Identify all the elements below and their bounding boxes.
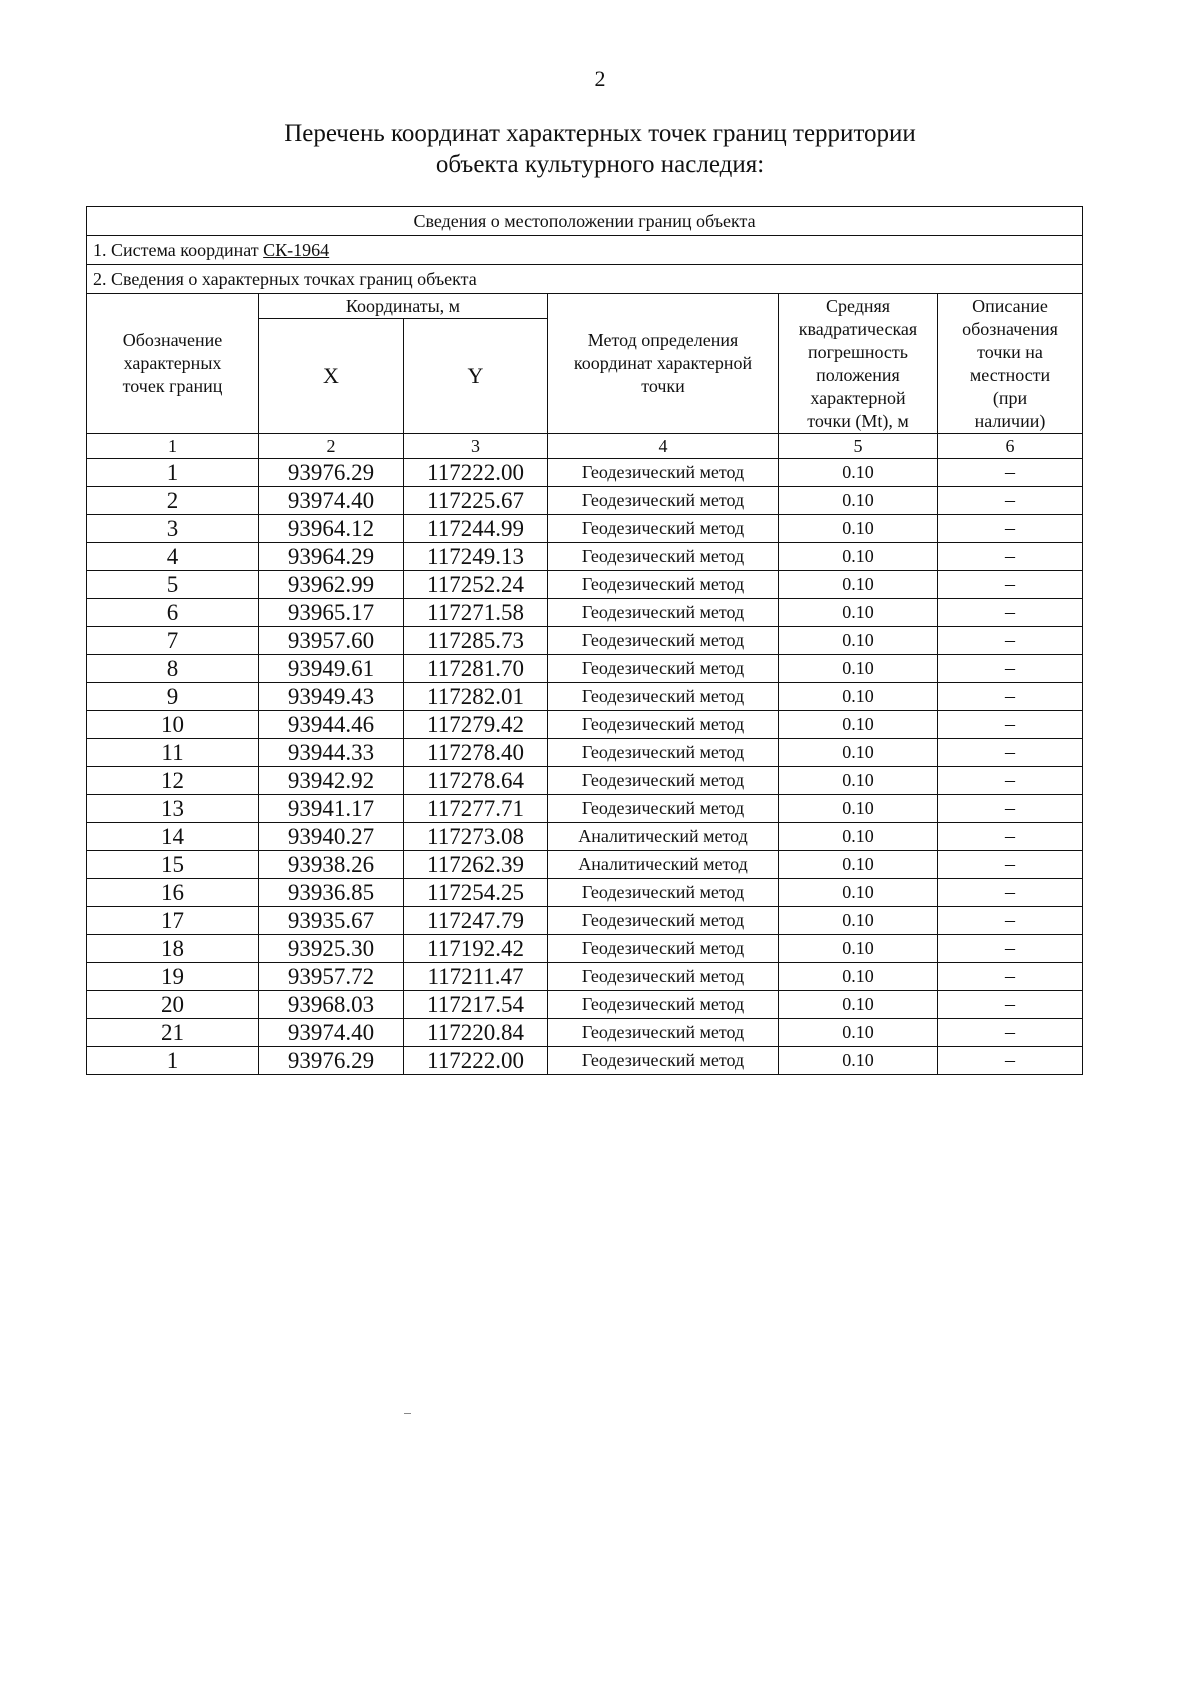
error-cell: 0.10 xyxy=(779,739,938,767)
y-coordinate-cell: 117225.67 xyxy=(404,487,548,515)
description-cell: – xyxy=(938,487,1083,515)
table-row xyxy=(87,907,1083,935)
header-designation: Обозначение характерных точек границ xyxy=(87,294,259,434)
description-cell: – xyxy=(938,711,1083,739)
error-cell: 0.10 xyxy=(779,795,938,823)
description-cell: – xyxy=(938,1019,1083,1047)
table-row xyxy=(87,683,1083,711)
y-coordinate-cell: 117211.47 xyxy=(404,963,548,991)
header-coordinates: Координаты, м xyxy=(259,294,548,319)
y-coordinate-cell: 117282.01 xyxy=(404,683,548,711)
method-cell: Геодезический метод xyxy=(548,487,779,515)
error-cell: 0.10 xyxy=(779,935,938,963)
table-row xyxy=(87,879,1083,907)
table-row xyxy=(87,823,1083,851)
column-number: 2 xyxy=(259,434,404,459)
table-row xyxy=(87,571,1083,599)
x-coordinate-cell: 93965.17 xyxy=(259,599,404,627)
point-number-cell: 7 xyxy=(87,627,259,655)
method-cell: Геодезический метод xyxy=(548,739,779,767)
description-cell: – xyxy=(938,823,1083,851)
x-coordinate-cell: 93944.33 xyxy=(259,739,404,767)
error-cell: 0.10 xyxy=(779,487,938,515)
point-number-cell: 1 xyxy=(87,1047,259,1075)
point-number-cell: 18 xyxy=(87,935,259,963)
x-coordinate-cell: 93976.29 xyxy=(259,1047,404,1075)
point-number-cell: 19 xyxy=(87,963,259,991)
point-number-cell: 6 xyxy=(87,599,259,627)
error-cell: 0.10 xyxy=(779,823,938,851)
y-coordinate-cell: 117247.79 xyxy=(404,907,548,935)
y-coordinate-cell: 117217.54 xyxy=(404,991,548,1019)
table-row xyxy=(87,711,1083,739)
description-cell: – xyxy=(938,599,1083,627)
description-cell: – xyxy=(938,879,1083,907)
table-row xyxy=(87,515,1083,543)
point-number-cell: 10 xyxy=(87,711,259,739)
y-coordinate-cell: 117220.84 xyxy=(404,1019,548,1047)
y-coordinate-cell: 117249.13 xyxy=(404,543,548,571)
error-cell: 0.10 xyxy=(779,571,938,599)
y-coordinate-cell: 117252.24 xyxy=(404,571,548,599)
method-cell: Геодезический метод xyxy=(548,991,779,1019)
point-number-cell: 1 xyxy=(87,459,259,487)
y-coordinate-cell: 117279.42 xyxy=(404,711,548,739)
description-cell: – xyxy=(938,991,1083,1019)
error-cell: 0.10 xyxy=(779,543,938,571)
error-cell: 0.10 xyxy=(779,907,938,935)
description-cell: – xyxy=(938,907,1083,935)
point-number-cell: 16 xyxy=(87,879,259,907)
coordinate-system-label: 1. Система координат xyxy=(93,239,264,260)
x-coordinate-cell: 93942.92 xyxy=(259,767,404,795)
point-number-cell: 15 xyxy=(87,851,259,879)
method-cell: Геодезический метод xyxy=(548,963,779,991)
table-banner: Сведения о местоположении границ объекта xyxy=(87,207,1083,236)
description-cell: – xyxy=(938,515,1083,543)
header-mean-square-error: Средняя квадратическая погрешность положения характерной точки (Mt), м xyxy=(779,294,938,434)
method-cell: Геодезический метод xyxy=(548,515,779,543)
y-coordinate-cell: 117278.40 xyxy=(404,739,548,767)
error-cell: 0.10 xyxy=(779,879,938,907)
method-cell: Геодезический метод xyxy=(548,683,779,711)
error-cell: 0.10 xyxy=(779,851,938,879)
stray-mark xyxy=(404,1413,411,1414)
point-number-cell: 9 xyxy=(87,683,259,711)
table-row xyxy=(87,599,1083,627)
column-number: 6 xyxy=(938,434,1083,459)
x-coordinate-cell: 93964.29 xyxy=(259,543,404,571)
method-cell: Геодезический метод xyxy=(548,795,779,823)
description-cell: – xyxy=(938,739,1083,767)
document-title-line-1: Перечень координат характерных точек границ территории xyxy=(284,120,916,147)
column-number: 1 xyxy=(87,434,259,459)
method-cell: Геодезический метод xyxy=(548,571,779,599)
points-section-heading: 2. Сведения о характерных точках границ объекта xyxy=(87,265,1083,294)
description-cell: – xyxy=(938,683,1083,711)
method-cell: Геодезический метод xyxy=(548,767,779,795)
x-coordinate-cell: 93968.03 xyxy=(259,991,404,1019)
document-title xyxy=(0,118,1200,180)
y-coordinate-cell: 117277.71 xyxy=(404,795,548,823)
x-coordinate-cell: 93957.60 xyxy=(259,627,404,655)
table-row xyxy=(87,459,1083,487)
column-number: 3 xyxy=(404,434,548,459)
error-cell: 0.10 xyxy=(779,963,938,991)
y-coordinate-cell: 117271.58 xyxy=(404,599,548,627)
x-coordinate-cell: 93976.29 xyxy=(259,459,404,487)
error-cell: 0.10 xyxy=(779,627,938,655)
coordinate-system-row xyxy=(87,236,1083,265)
point-number-cell: 14 xyxy=(87,823,259,851)
coordinate-system-value: СК-1964 xyxy=(263,239,330,260)
point-number-cell: 11 xyxy=(87,739,259,767)
method-cell: Геодезический метод xyxy=(548,599,779,627)
y-coordinate-cell: 117244.99 xyxy=(404,515,548,543)
point-number-cell: 3 xyxy=(87,515,259,543)
column-number: 4 xyxy=(548,434,779,459)
method-cell: Аналитический метод xyxy=(548,851,779,879)
method-cell: Геодезический метод xyxy=(548,459,779,487)
y-coordinate-cell: 117281.70 xyxy=(404,655,548,683)
method-cell: Аналитический метод xyxy=(548,823,779,851)
error-cell: 0.10 xyxy=(779,711,938,739)
document-title-line-2: объекта культурного наследия: xyxy=(435,151,765,178)
x-coordinate-cell: 93962.99 xyxy=(259,571,404,599)
point-number-cell: 13 xyxy=(87,795,259,823)
y-coordinate-cell: 117273.08 xyxy=(404,823,548,851)
y-coordinate-cell: 117192.42 xyxy=(404,935,548,963)
description-cell: – xyxy=(938,935,1083,963)
page-number: 2 xyxy=(594,66,606,91)
description-cell: – xyxy=(938,767,1083,795)
y-coordinate-cell: 117222.00 xyxy=(404,1047,548,1075)
description-cell: – xyxy=(938,459,1083,487)
method-cell: Геодезический метод xyxy=(548,907,779,935)
description-cell: – xyxy=(938,795,1083,823)
header-x: X xyxy=(259,319,404,434)
point-number-cell: 5 xyxy=(87,571,259,599)
table-row xyxy=(87,767,1083,795)
table-row xyxy=(87,655,1083,683)
table-row xyxy=(87,935,1083,963)
point-number-cell: 2 xyxy=(87,487,259,515)
point-number-cell: 4 xyxy=(87,543,259,571)
description-cell: – xyxy=(938,627,1083,655)
x-coordinate-cell: 93944.46 xyxy=(259,711,404,739)
table-row xyxy=(87,1047,1083,1075)
x-coordinate-cell: 93936.85 xyxy=(259,879,404,907)
column-numbers-row xyxy=(87,434,1083,459)
table-row xyxy=(87,851,1083,879)
x-coordinate-cell: 93957.72 xyxy=(259,963,404,991)
method-cell: Геодезический метод xyxy=(548,655,779,683)
point-number-cell: 20 xyxy=(87,991,259,1019)
description-cell: – xyxy=(938,963,1083,991)
table-row xyxy=(87,1019,1083,1047)
table-row xyxy=(87,739,1083,767)
table-row xyxy=(87,627,1083,655)
point-number-cell: 17 xyxy=(87,907,259,935)
error-cell: 0.10 xyxy=(779,1019,938,1047)
error-cell: 0.10 xyxy=(779,599,938,627)
description-cell: – xyxy=(938,655,1083,683)
x-coordinate-cell: 93964.12 xyxy=(259,515,404,543)
method-cell: Геодезический метод xyxy=(548,1047,779,1075)
x-coordinate-cell: 93949.43 xyxy=(259,683,404,711)
table-row xyxy=(87,487,1083,515)
x-coordinate-cell: 93935.67 xyxy=(259,907,404,935)
method-cell: Геодезический метод xyxy=(548,879,779,907)
method-cell: Геодезический метод xyxy=(548,543,779,571)
x-coordinate-cell: 93949.61 xyxy=(259,655,404,683)
column-number: 5 xyxy=(779,434,938,459)
table-row xyxy=(87,543,1083,571)
boundary-coordinates-table xyxy=(86,206,1083,1075)
method-cell: Геодезический метод xyxy=(548,935,779,963)
error-cell: 0.10 xyxy=(779,767,938,795)
point-number-cell: 8 xyxy=(87,655,259,683)
method-cell: Геодезический метод xyxy=(548,1019,779,1047)
table-row xyxy=(87,795,1083,823)
y-coordinate-cell: 117222.00 xyxy=(404,459,548,487)
error-cell: 0.10 xyxy=(779,683,938,711)
x-coordinate-cell: 93940.27 xyxy=(259,823,404,851)
x-coordinate-cell: 93974.40 xyxy=(259,487,404,515)
error-cell: 0.10 xyxy=(779,991,938,1019)
description-cell: – xyxy=(938,851,1083,879)
method-cell: Геодезический метод xyxy=(548,627,779,655)
point-number-cell: 21 xyxy=(87,1019,259,1047)
y-coordinate-cell: 117254.25 xyxy=(404,879,548,907)
description-cell: – xyxy=(938,1047,1083,1075)
x-coordinate-cell: 93941.17 xyxy=(259,795,404,823)
y-coordinate-cell: 117278.64 xyxy=(404,767,548,795)
y-coordinate-cell: 117285.73 xyxy=(404,627,548,655)
table-row xyxy=(87,991,1083,1019)
header-y: Y xyxy=(404,319,548,434)
header-method: Метод определения координат характерной точки xyxy=(548,294,779,434)
error-cell: 0.10 xyxy=(779,655,938,683)
error-cell: 0.10 xyxy=(779,515,938,543)
x-coordinate-cell: 93938.26 xyxy=(259,851,404,879)
description-cell: – xyxy=(938,543,1083,571)
y-coordinate-cell: 117262.39 xyxy=(404,851,548,879)
header-point-description: Описание обозначения точки на местности (при наличии) xyxy=(938,294,1083,434)
x-coordinate-cell: 93974.40 xyxy=(259,1019,404,1047)
method-cell: Геодезический метод xyxy=(548,711,779,739)
x-coordinate-cell: 93925.30 xyxy=(259,935,404,963)
point-number-cell: 12 xyxy=(87,767,259,795)
error-cell: 0.10 xyxy=(779,1047,938,1075)
description-cell: – xyxy=(938,571,1083,599)
table-row xyxy=(87,963,1083,991)
error-cell: 0.10 xyxy=(779,459,938,487)
